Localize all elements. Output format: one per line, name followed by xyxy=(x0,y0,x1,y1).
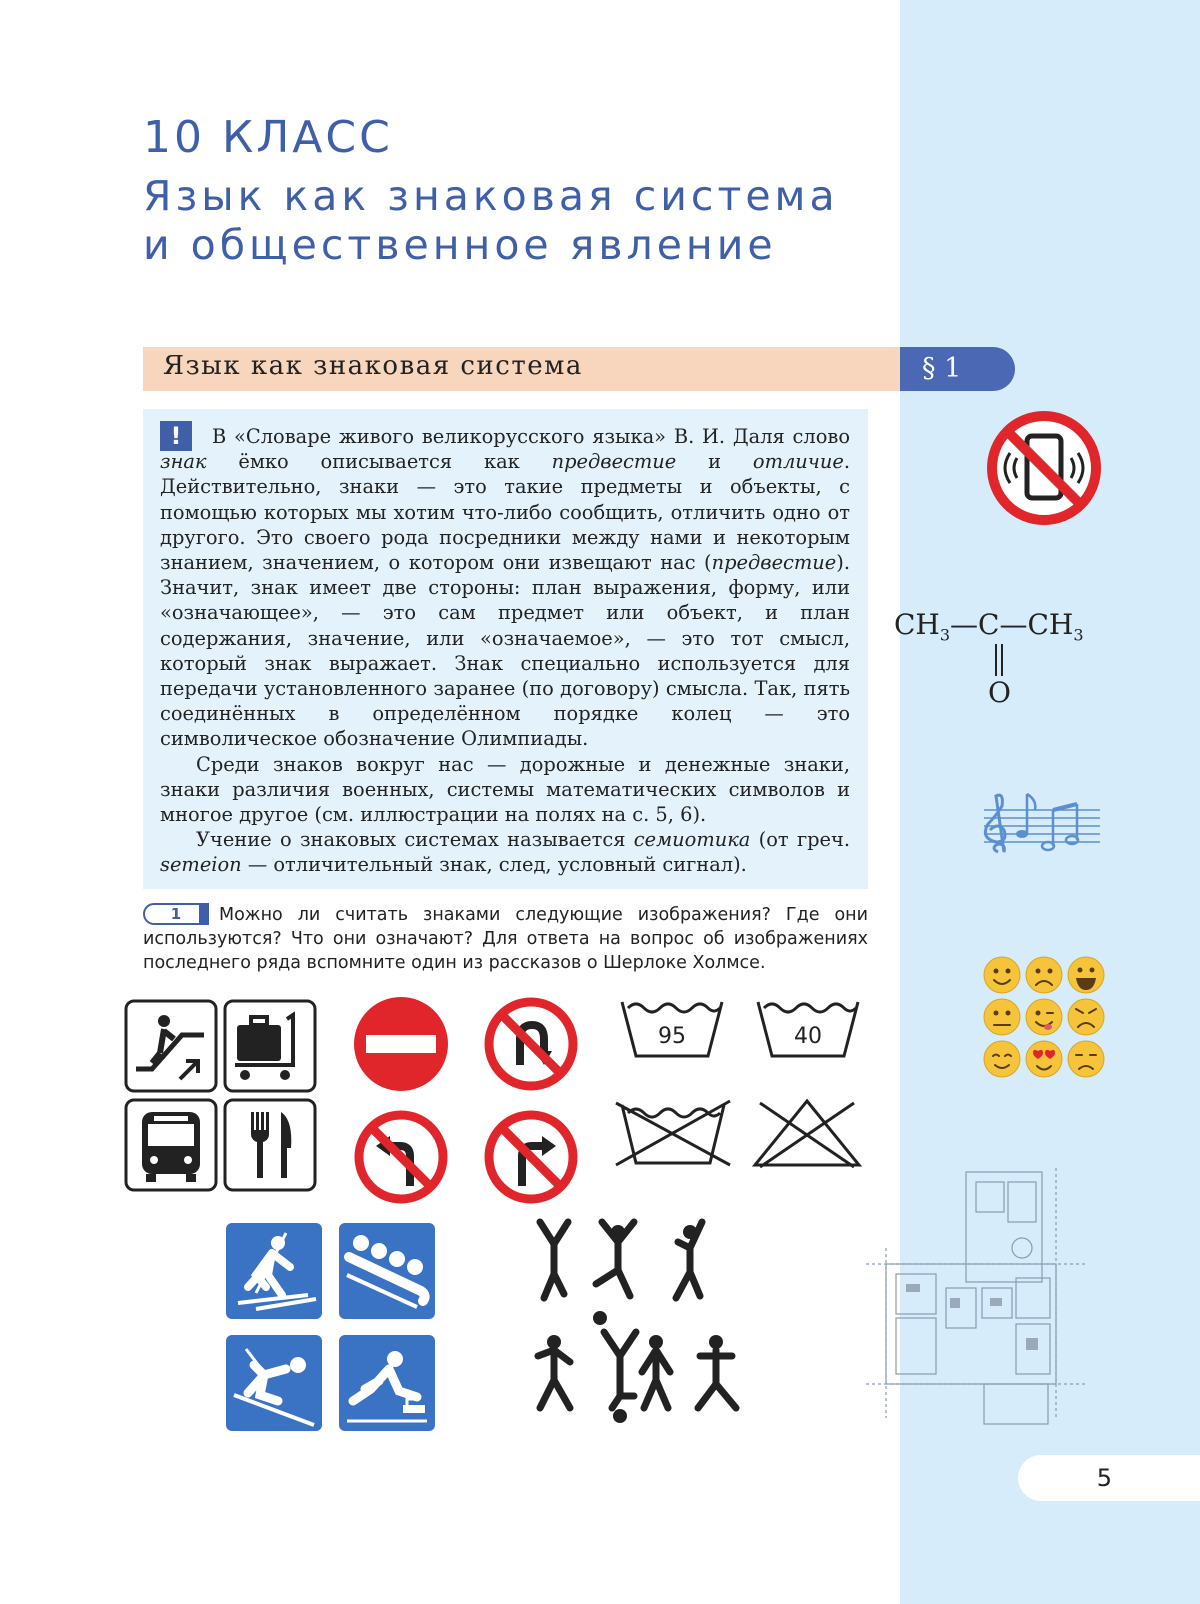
escalator-icon xyxy=(124,999,218,1093)
double-bond xyxy=(990,642,1010,678)
chem-carbon: C xyxy=(978,608,1000,641)
body-text-run: — отличительный знак, след, условный сигнал). xyxy=(241,853,747,877)
wash-temp-label: 95 xyxy=(658,1024,686,1049)
baggage-cart-icon xyxy=(223,999,317,1093)
dancing-men-cipher xyxy=(530,1212,756,1440)
chemical-formula xyxy=(894,608,1084,645)
biathlon-icon xyxy=(226,1223,322,1319)
page-number: 5 xyxy=(1018,1455,1200,1501)
curling-icon xyxy=(339,1335,435,1431)
floor-plan xyxy=(866,1168,1092,1428)
no-left-turn-sign xyxy=(352,1108,450,1206)
term-otlichie: отличие xyxy=(752,450,844,474)
chem-bond: — xyxy=(950,608,979,641)
chem-subscript: 3 xyxy=(1073,625,1084,645)
body-text-run: ). Значит, знак имеет две стороны: план выражения, форму, или «означающее», — это сам предмет или объект, и план содержания, значение, или «означаемое», — это тот смысл, который знак выражает. Знак специально используется для передачи установленного заранее (по договору) смысла. Так, пять соединённых в определённом порядке колец — это символическое обозначение Олимпиады. xyxy=(160,551,850,751)
wash-95-icon xyxy=(618,998,726,1060)
exclamation-icon: ! xyxy=(160,421,192,451)
no-u-turn-sign xyxy=(482,995,580,1093)
body-text-run: и xyxy=(676,450,753,474)
body-text-run: . Действительно, знаки — это такие предметы и объекты, с помощью которых мы хотим что-либо сообщить, отличить одно от другого. Это своего рода посредники между нами и некоторым знанием, значением, о котором они извещают нас ( xyxy=(160,450,850,575)
term-predvestie: предвестие xyxy=(551,450,677,474)
alpine-skiing-icon xyxy=(226,1335,322,1431)
question-number: 1 xyxy=(143,903,209,925)
chapter-title: Язык как знаковая система и общественное явление xyxy=(143,172,839,269)
chem-ch3-left: CH xyxy=(894,608,940,641)
music-notes-icon xyxy=(982,790,1102,860)
term-znak: знак xyxy=(160,450,207,474)
do-not-bleach-icon xyxy=(746,1097,868,1169)
question-text: Можно ли считать знаками следующие изображения? Где они используются? Что они означают? Для ответа на вопрос об изображениях последнего ряда вспомните один из рассказов о Шерлоке Холмсе. xyxy=(143,905,868,973)
term-predvestie-2: предвестие xyxy=(711,551,837,575)
chem-ch3-right: CH xyxy=(1027,608,1074,641)
wash-40-icon xyxy=(754,998,862,1060)
body-text-run: Учение о знаковых системах называется xyxy=(196,828,634,852)
grade-heading: 10 КЛАСС xyxy=(143,112,393,163)
paragraph-badge: § 1 xyxy=(900,347,1015,391)
do-not-wash-icon xyxy=(612,1099,734,1167)
wash-temp-label: 40 xyxy=(794,1024,822,1049)
no-entry-sign xyxy=(352,995,450,1093)
bus-icon xyxy=(124,1098,218,1192)
body-text-run: (от греч. xyxy=(750,828,850,852)
emoji-grid xyxy=(982,955,1106,1079)
body-text-run: В «Словаре живого великорусского языка» В. И. Даля слово xyxy=(212,425,850,448)
term-semiotika: семиотика xyxy=(633,828,751,852)
no-phone-icon xyxy=(984,408,1104,528)
theory-text xyxy=(160,424,850,878)
chem-bond: — xyxy=(999,608,1028,641)
chem-oxygen: O xyxy=(988,676,1011,709)
bobsleigh-icon xyxy=(339,1223,435,1319)
no-right-turn-sign xyxy=(482,1108,580,1206)
body-paragraph-2: Среди знаков вокруг нас — дорожные и денежные знаки, знаки различия военных, системы математических символов и многое другое (см. иллюстрации на полях на с. 5, 6). xyxy=(160,752,850,827)
body-text-run: ёмко описывается как xyxy=(206,450,552,474)
chem-subscript: 3 xyxy=(939,625,951,645)
restaurant-icon xyxy=(223,1098,317,1192)
section-title: Язык как знаковая система xyxy=(163,351,583,381)
term-semeion: semeion xyxy=(160,853,242,877)
